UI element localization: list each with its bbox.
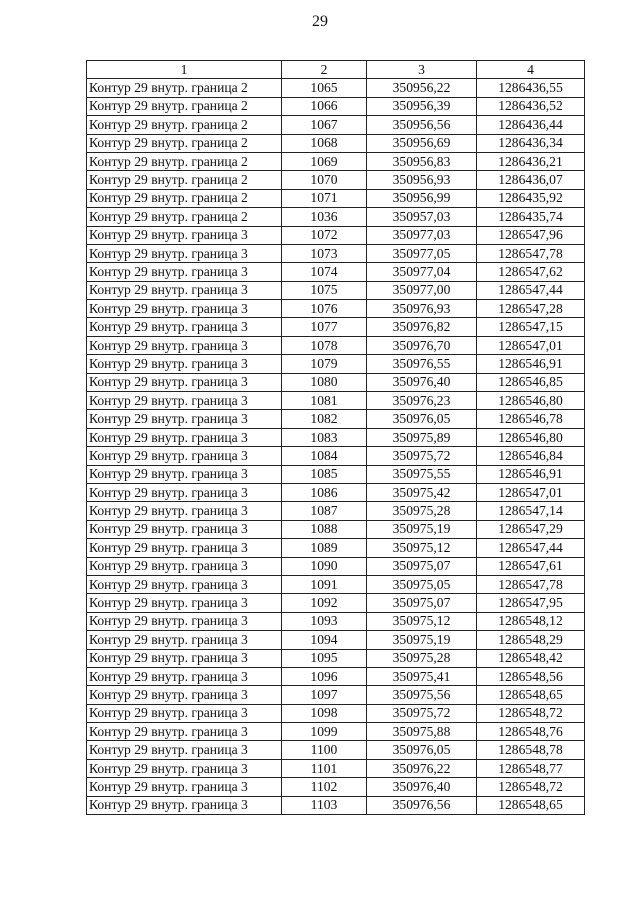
y-coordinate-cell: 1286436,34 bbox=[477, 134, 585, 152]
contour-name-cell: Контур 29 внутр. граница 3 bbox=[87, 612, 282, 630]
y-coordinate-cell: 1286547,61 bbox=[477, 557, 585, 575]
contour-name-cell: Контур 29 внутр. граница 3 bbox=[87, 539, 282, 557]
y-coordinate-cell: 1286546,80 bbox=[477, 392, 585, 410]
y-coordinate-cell: 1286547,14 bbox=[477, 502, 585, 520]
point-number-cell: 1094 bbox=[282, 631, 367, 649]
table-row bbox=[87, 704, 585, 722]
table-row bbox=[87, 116, 585, 134]
contour-name-cell: Контур 29 внутр. граница 3 bbox=[87, 704, 282, 722]
point-number-cell: 1074 bbox=[282, 263, 367, 281]
point-number-cell: 1093 bbox=[282, 612, 367, 630]
point-number-cell: 1100 bbox=[282, 741, 367, 759]
point-number-cell: 1070 bbox=[282, 171, 367, 189]
table-row bbox=[87, 686, 585, 704]
point-number-cell: 1095 bbox=[282, 649, 367, 667]
contour-name-cell: Контур 29 внутр. граница 3 bbox=[87, 502, 282, 520]
column-header-3: 3 bbox=[367, 61, 477, 79]
column-header-1: 1 bbox=[87, 61, 282, 79]
contour-name-cell: Контур 29 внутр. граница 3 bbox=[87, 244, 282, 262]
x-coordinate-cell: 350976,56 bbox=[367, 796, 477, 814]
y-coordinate-cell: 1286547,15 bbox=[477, 318, 585, 336]
point-number-cell: 1099 bbox=[282, 723, 367, 741]
table-body bbox=[87, 79, 585, 815]
column-header-4: 4 bbox=[477, 61, 585, 79]
x-coordinate-cell: 350957,03 bbox=[367, 208, 477, 226]
table-row bbox=[87, 723, 585, 741]
point-number-cell: 1067 bbox=[282, 116, 367, 134]
x-coordinate-cell: 350976,05 bbox=[367, 741, 477, 759]
y-coordinate-cell: 1286546,84 bbox=[477, 447, 585, 465]
table-row bbox=[87, 631, 585, 649]
point-number-cell: 1068 bbox=[282, 134, 367, 152]
x-coordinate-cell: 350956,69 bbox=[367, 134, 477, 152]
x-coordinate-cell: 350975,07 bbox=[367, 594, 477, 612]
y-coordinate-cell: 1286436,21 bbox=[477, 152, 585, 170]
y-coordinate-cell: 1286547,78 bbox=[477, 575, 585, 593]
point-number-cell: 1065 bbox=[282, 79, 367, 97]
contour-name-cell: Контур 29 внутр. граница 3 bbox=[87, 447, 282, 465]
contour-name-cell: Контур 29 внутр. граница 3 bbox=[87, 723, 282, 741]
point-number-cell: 1103 bbox=[282, 796, 367, 814]
page-number: 29 bbox=[312, 13, 328, 30]
table-row bbox=[87, 171, 585, 189]
x-coordinate-cell: 350976,55 bbox=[367, 355, 477, 373]
point-number-cell: 1088 bbox=[282, 520, 367, 538]
y-coordinate-cell: 1286547,95 bbox=[477, 594, 585, 612]
table-row bbox=[87, 410, 585, 428]
x-coordinate-cell: 350956,22 bbox=[367, 79, 477, 97]
point-number-cell: 1079 bbox=[282, 355, 367, 373]
contour-name-cell: Контур 29 внутр. граница 3 bbox=[87, 741, 282, 759]
contour-name-cell: Контур 29 внутр. граница 3 bbox=[87, 281, 282, 299]
y-coordinate-cell: 1286548,65 bbox=[477, 796, 585, 814]
x-coordinate-cell: 350956,83 bbox=[367, 152, 477, 170]
contour-name-cell: Контур 29 внутр. граница 3 bbox=[87, 428, 282, 446]
y-coordinate-cell: 1286548,56 bbox=[477, 667, 585, 685]
x-coordinate-cell: 350976,40 bbox=[367, 373, 477, 391]
contour-name-cell: Контур 29 внутр. граница 3 bbox=[87, 778, 282, 796]
y-coordinate-cell: 1286547,44 bbox=[477, 281, 585, 299]
contour-name-cell: Контур 29 внутр. граница 2 bbox=[87, 97, 282, 115]
point-number-cell: 1096 bbox=[282, 667, 367, 685]
x-coordinate-cell: 350975,28 bbox=[367, 649, 477, 667]
table-row bbox=[87, 189, 585, 207]
y-coordinate-cell: 1286547,01 bbox=[477, 483, 585, 501]
table-row bbox=[87, 208, 585, 226]
coordinates-table bbox=[86, 60, 585, 815]
table-row bbox=[87, 281, 585, 299]
point-number-cell: 1078 bbox=[282, 336, 367, 354]
x-coordinate-cell: 350976,82 bbox=[367, 318, 477, 336]
table-row bbox=[87, 300, 585, 318]
x-coordinate-cell: 350976,22 bbox=[367, 759, 477, 777]
table-row bbox=[87, 539, 585, 557]
table-row bbox=[87, 152, 585, 170]
y-coordinate-cell: 1286546,91 bbox=[477, 465, 585, 483]
table-row bbox=[87, 97, 585, 115]
y-coordinate-cell: 1286546,78 bbox=[477, 410, 585, 428]
contour-name-cell: Контур 29 внутр. граница 3 bbox=[87, 300, 282, 318]
contour-name-cell: Контур 29 внутр. граница 3 bbox=[87, 263, 282, 281]
contour-name-cell: Контур 29 внутр. граница 3 bbox=[87, 226, 282, 244]
point-number-cell: 1073 bbox=[282, 244, 367, 262]
table-row bbox=[87, 778, 585, 796]
contour-name-cell: Контур 29 внутр. граница 3 bbox=[87, 336, 282, 354]
table-row bbox=[87, 667, 585, 685]
contour-name-cell: Контур 29 внутр. граница 3 bbox=[87, 686, 282, 704]
x-coordinate-cell: 350977,04 bbox=[367, 263, 477, 281]
point-number-cell: 1075 bbox=[282, 281, 367, 299]
point-number-cell: 1101 bbox=[282, 759, 367, 777]
point-number-cell: 1098 bbox=[282, 704, 367, 722]
contour-name-cell: Контур 29 внутр. граница 3 bbox=[87, 520, 282, 538]
table-row bbox=[87, 759, 585, 777]
point-number-cell: 1092 bbox=[282, 594, 367, 612]
x-coordinate-cell: 350977,00 bbox=[367, 281, 477, 299]
contour-name-cell: Контур 29 внутр. граница 2 bbox=[87, 171, 282, 189]
x-coordinate-cell: 350975,28 bbox=[367, 502, 477, 520]
y-coordinate-cell: 1286546,85 bbox=[477, 373, 585, 391]
contour-name-cell: Контур 29 внутр. граница 3 bbox=[87, 557, 282, 575]
x-coordinate-cell: 350976,93 bbox=[367, 300, 477, 318]
y-coordinate-cell: 1286547,78 bbox=[477, 244, 585, 262]
contour-name-cell: Контур 29 внутр. граница 2 bbox=[87, 116, 282, 134]
contour-name-cell: Контур 29 внутр. граница 3 bbox=[87, 483, 282, 501]
contour-name-cell: Контур 29 внутр. граница 2 bbox=[87, 79, 282, 97]
table-row bbox=[87, 557, 585, 575]
table-row bbox=[87, 226, 585, 244]
table-row bbox=[87, 318, 585, 336]
x-coordinate-cell: 350975,07 bbox=[367, 557, 477, 575]
y-coordinate-cell: 1286436,52 bbox=[477, 97, 585, 115]
point-number-cell: 1081 bbox=[282, 392, 367, 410]
contour-name-cell: Контур 29 внутр. граница 2 bbox=[87, 208, 282, 226]
point-number-cell: 1097 bbox=[282, 686, 367, 704]
table-row bbox=[87, 741, 585, 759]
x-coordinate-cell: 350975,19 bbox=[367, 631, 477, 649]
x-coordinate-cell: 350975,72 bbox=[367, 704, 477, 722]
point-number-cell: 1080 bbox=[282, 373, 367, 391]
contour-name-cell: Контур 29 внутр. граница 3 bbox=[87, 392, 282, 410]
point-number-cell: 1071 bbox=[282, 189, 367, 207]
point-number-cell: 1090 bbox=[282, 557, 367, 575]
table-row bbox=[87, 355, 585, 373]
table-row bbox=[87, 594, 585, 612]
table-row bbox=[87, 244, 585, 262]
point-number-cell: 1102 bbox=[282, 778, 367, 796]
y-coordinate-cell: 1286548,77 bbox=[477, 759, 585, 777]
column-header-2: 2 bbox=[282, 61, 367, 79]
x-coordinate-cell: 350975,89 bbox=[367, 428, 477, 446]
point-number-cell: 1084 bbox=[282, 447, 367, 465]
x-coordinate-cell: 350975,41 bbox=[367, 667, 477, 685]
x-coordinate-cell: 350975,56 bbox=[367, 686, 477, 704]
table-row bbox=[87, 79, 585, 97]
table-row bbox=[87, 465, 585, 483]
point-number-cell: 1072 bbox=[282, 226, 367, 244]
contour-name-cell: Контур 29 внутр. граница 2 bbox=[87, 152, 282, 170]
y-coordinate-cell: 1286547,01 bbox=[477, 336, 585, 354]
table-header-row bbox=[87, 61, 585, 79]
table-row bbox=[87, 502, 585, 520]
y-coordinate-cell: 1286548,29 bbox=[477, 631, 585, 649]
x-coordinate-cell: 350975,55 bbox=[367, 465, 477, 483]
y-coordinate-cell: 1286548,72 bbox=[477, 704, 585, 722]
y-coordinate-cell: 1286546,80 bbox=[477, 428, 585, 446]
contour-name-cell: Контур 29 внутр. граница 2 bbox=[87, 134, 282, 152]
table-row bbox=[87, 373, 585, 391]
point-number-cell: 1077 bbox=[282, 318, 367, 336]
x-coordinate-cell: 350975,72 bbox=[367, 447, 477, 465]
table-row bbox=[87, 392, 585, 410]
y-coordinate-cell: 1286548,72 bbox=[477, 778, 585, 796]
y-coordinate-cell: 1286547,96 bbox=[477, 226, 585, 244]
x-coordinate-cell: 350976,70 bbox=[367, 336, 477, 354]
table-row bbox=[87, 336, 585, 354]
point-number-cell: 1076 bbox=[282, 300, 367, 318]
contour-name-cell: Контур 29 внутр. граница 3 bbox=[87, 355, 282, 373]
y-coordinate-cell: 1286548,76 bbox=[477, 723, 585, 741]
y-coordinate-cell: 1286436,44 bbox=[477, 116, 585, 134]
point-number-cell: 1086 bbox=[282, 483, 367, 501]
table-row bbox=[87, 447, 585, 465]
point-number-cell: 1087 bbox=[282, 502, 367, 520]
y-coordinate-cell: 1286546,91 bbox=[477, 355, 585, 373]
y-coordinate-cell: 1286548,78 bbox=[477, 741, 585, 759]
x-coordinate-cell: 350956,39 bbox=[367, 97, 477, 115]
contour-name-cell: Контур 29 внутр. граница 3 bbox=[87, 667, 282, 685]
table-row bbox=[87, 483, 585, 501]
contour-name-cell: Контур 29 внутр. граница 3 bbox=[87, 759, 282, 777]
point-number-cell: 1082 bbox=[282, 410, 367, 428]
table-row bbox=[87, 428, 585, 446]
point-number-cell: 1089 bbox=[282, 539, 367, 557]
y-coordinate-cell: 1286548,12 bbox=[477, 612, 585, 630]
table-row bbox=[87, 575, 585, 593]
table-row bbox=[87, 134, 585, 152]
point-number-cell: 1083 bbox=[282, 428, 367, 446]
contour-name-cell: Контур 29 внутр. граница 2 bbox=[87, 189, 282, 207]
contour-name-cell: Контур 29 внутр. граница 3 bbox=[87, 594, 282, 612]
contour-name-cell: Контур 29 внутр. граница 3 bbox=[87, 796, 282, 814]
x-coordinate-cell: 350977,03 bbox=[367, 226, 477, 244]
x-coordinate-cell: 350975,05 bbox=[367, 575, 477, 593]
x-coordinate-cell: 350956,99 bbox=[367, 189, 477, 207]
contour-name-cell: Контур 29 внутр. граница 3 bbox=[87, 318, 282, 336]
y-coordinate-cell: 1286547,29 bbox=[477, 520, 585, 538]
x-coordinate-cell: 350975,12 bbox=[367, 539, 477, 557]
point-number-cell: 1036 bbox=[282, 208, 367, 226]
table-row bbox=[87, 649, 585, 667]
contour-name-cell: Контур 29 внутр. граница 3 bbox=[87, 649, 282, 667]
x-coordinate-cell: 350976,40 bbox=[367, 778, 477, 796]
table-row bbox=[87, 520, 585, 538]
y-coordinate-cell: 1286548,65 bbox=[477, 686, 585, 704]
x-coordinate-cell: 350956,56 bbox=[367, 116, 477, 134]
y-coordinate-cell: 1286436,55 bbox=[477, 79, 585, 97]
contour-name-cell: Контур 29 внутр. граница 3 bbox=[87, 373, 282, 391]
contour-name-cell: Контур 29 внутр. граница 3 bbox=[87, 631, 282, 649]
table-row bbox=[87, 796, 585, 814]
x-coordinate-cell: 350956,93 bbox=[367, 171, 477, 189]
x-coordinate-cell: 350977,05 bbox=[367, 244, 477, 262]
y-coordinate-cell: 1286547,44 bbox=[477, 539, 585, 557]
x-coordinate-cell: 350976,23 bbox=[367, 392, 477, 410]
point-number-cell: 1066 bbox=[282, 97, 367, 115]
y-coordinate-cell: 1286548,42 bbox=[477, 649, 585, 667]
y-coordinate-cell: 1286547,28 bbox=[477, 300, 585, 318]
x-coordinate-cell: 350975,19 bbox=[367, 520, 477, 538]
y-coordinate-cell: 1286435,74 bbox=[477, 208, 585, 226]
y-coordinate-cell: 1286547,62 bbox=[477, 263, 585, 281]
contour-name-cell: Контур 29 внутр. граница 3 bbox=[87, 465, 282, 483]
table-row bbox=[87, 612, 585, 630]
x-coordinate-cell: 350975,12 bbox=[367, 612, 477, 630]
table-row bbox=[87, 263, 585, 281]
contour-name-cell: Контур 29 внутр. граница 3 bbox=[87, 575, 282, 593]
x-coordinate-cell: 350975,42 bbox=[367, 483, 477, 501]
x-coordinate-cell: 350975,88 bbox=[367, 723, 477, 741]
x-coordinate-cell: 350976,05 bbox=[367, 410, 477, 428]
point-number-cell: 1069 bbox=[282, 152, 367, 170]
point-number-cell: 1091 bbox=[282, 575, 367, 593]
contour-name-cell: Контур 29 внутр. граница 3 bbox=[87, 410, 282, 428]
point-number-cell: 1085 bbox=[282, 465, 367, 483]
y-coordinate-cell: 1286436,07 bbox=[477, 171, 585, 189]
y-coordinate-cell: 1286435,92 bbox=[477, 189, 585, 207]
